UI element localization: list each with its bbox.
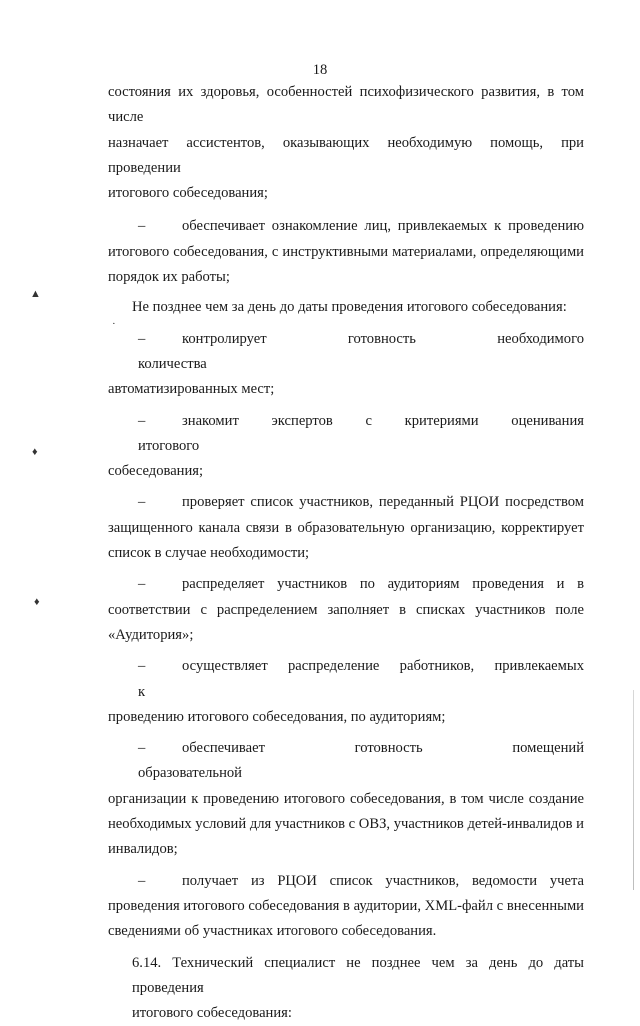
text-line: итогового собеседования; bbox=[108, 181, 584, 206]
text-line: знакомит экспертов с критериями оценивания итогового bbox=[138, 413, 584, 454]
text-line: получает из РЦОИ список участников, ведомости учета bbox=[182, 873, 584, 889]
paragraph bbox=[108, 80, 584, 206]
list-item bbox=[108, 490, 584, 566]
list-item bbox=[108, 409, 584, 485]
text-line: проведения итогового собеседования в аудитории, XML-файл с внесенными bbox=[108, 894, 584, 919]
text-line: проведению итогового собеседования, по аудиториям; bbox=[108, 705, 584, 730]
margin-mark: ♦ bbox=[34, 596, 40, 608]
document-body bbox=[108, 80, 584, 1026]
text-line: инвалидов; bbox=[108, 837, 584, 862]
dash: – bbox=[138, 214, 182, 239]
text-line: итогового собеседования: bbox=[108, 1001, 584, 1026]
text-line: «Аудитория»; bbox=[108, 623, 584, 648]
page-number: 18 bbox=[0, 62, 640, 79]
list-item bbox=[108, 572, 584, 648]
list-item bbox=[108, 327, 584, 403]
list-item bbox=[108, 654, 584, 730]
text-line: обеспечивает ознакомление лиц, привлекаемых к проведению bbox=[182, 218, 584, 234]
text-line: распределяет участников по аудиториям проведения и в bbox=[182, 576, 584, 592]
text-line: контролирует готовность необходимого количества bbox=[138, 331, 584, 372]
paragraph bbox=[108, 951, 584, 1026]
text-line: список в случае необходимости; bbox=[108, 541, 584, 566]
text-line: обеспечивает готовность помещений образовательной bbox=[138, 740, 584, 781]
dash: – bbox=[138, 869, 182, 894]
dash: – bbox=[138, 654, 182, 679]
dash: – bbox=[138, 572, 182, 597]
text-line: необходимых условий для участников с ОВЗ, участников детей-инвалидов и bbox=[108, 812, 584, 837]
text-line: итогового собеседования, с инструктивными материалами, определяющими bbox=[108, 240, 584, 265]
dash: – bbox=[138, 736, 182, 761]
margin-mark: ♦ bbox=[32, 446, 38, 458]
list-item bbox=[108, 736, 584, 862]
text-line: собеседования; bbox=[108, 459, 584, 484]
margin-mark: ▲ bbox=[30, 288, 41, 300]
text-line: организации к проведению итогового собеседования, в том числе создание bbox=[108, 787, 584, 812]
text-line: порядок их работы; bbox=[108, 265, 584, 290]
text-line: состояния их здоровья, особенностей психофизического развития, в том числе bbox=[108, 80, 584, 131]
text-line: 6.14. Технический специалист не позднее чем за день до даты проведения bbox=[108, 951, 584, 1002]
list-item bbox=[108, 214, 584, 290]
scan-artifact bbox=[633, 690, 634, 890]
dash: – bbox=[138, 327, 182, 352]
list-item bbox=[108, 869, 584, 945]
dash: – bbox=[138, 490, 182, 515]
text-line: осуществляет распределение работников, привлекаемых к bbox=[138, 658, 584, 699]
text-line: защищенного канала связи в образовательную организацию, корректирует bbox=[108, 516, 584, 541]
text-line: соответствии с распределением заполняет в списках участников поле bbox=[108, 598, 584, 623]
paragraph bbox=[108, 295, 584, 320]
dash: – bbox=[138, 409, 182, 434]
text-line: назначает ассистентов, оказывающих необходимую помощь, при проведении bbox=[108, 131, 584, 182]
text-line: сведениями об участниках итогового собеседования. bbox=[108, 919, 584, 944]
text-line: проверяет список участников, переданный РЦОИ посредством bbox=[182, 494, 584, 510]
text-line: автоматизированных мест; bbox=[108, 377, 584, 402]
margin-mark: · bbox=[112, 318, 116, 330]
text-line: Не позднее чем за день до даты проведения итогового собеседования: bbox=[108, 295, 584, 320]
